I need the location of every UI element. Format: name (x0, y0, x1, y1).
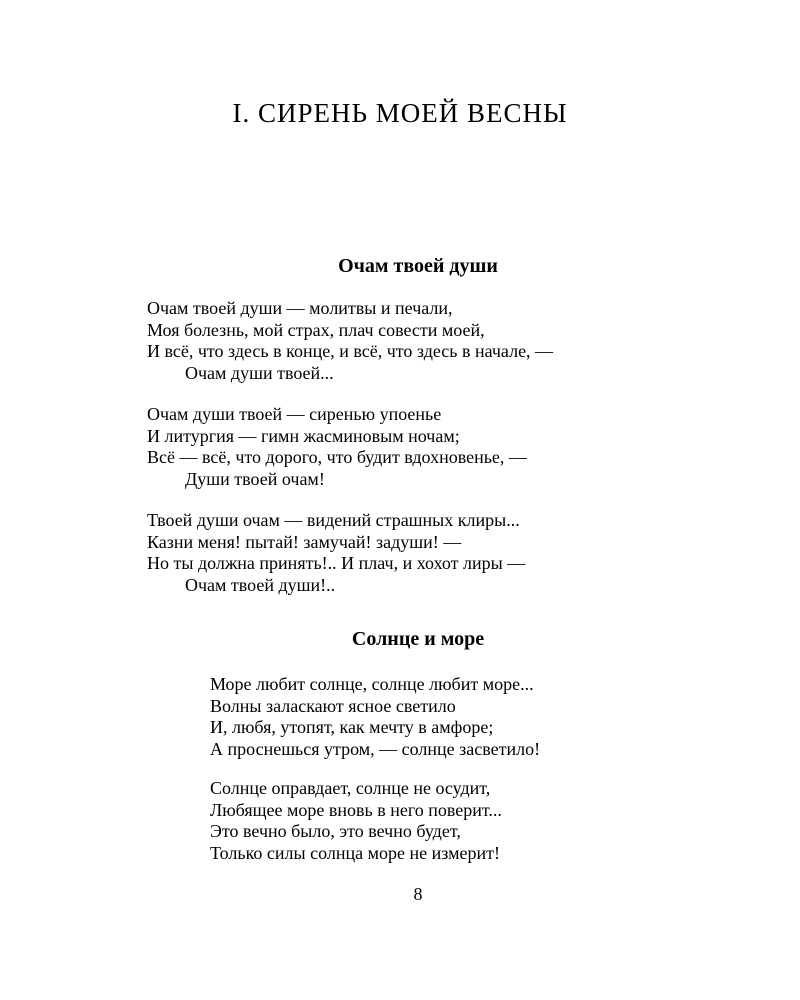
poem-line: Очам души твоей — сиренью упоенье (147, 404, 442, 424)
poem-line-refrain: Очам души твоей... (185, 362, 334, 383)
section-title: I. СИРЕНЬ МОЕЙ ВЕСНЫ (232, 98, 568, 128)
poem-title: Солнце и море (351, 628, 485, 650)
poem-line: И, любя, утопят, как мечту в амфоре; (210, 717, 494, 737)
poem-line: И всё, что здесь в конце, и всё, что здесь в начале, — (147, 341, 554, 361)
stanza (147, 404, 527, 490)
stanza (210, 778, 502, 864)
poem-line: Очам твоей души — молитвы и печали, (147, 298, 453, 318)
poem-line: Любящее море вновь в него поверит... (210, 799, 502, 820)
poem-line: Волны заласкают ясное светило (210, 695, 456, 716)
poem-line-refrain: Очам твоей души!.. (185, 574, 336, 595)
poem-line: Море любит солнце, солнце любит море... (210, 674, 534, 694)
poem-line-refrain: Души твоей очам! (185, 468, 325, 489)
poem-line: И литургия — гимн жасминовым ночам; (147, 425, 460, 446)
poem-line: Твоей души очам — видений страшных клиры... (147, 510, 520, 530)
poem-line: Но ты должна принять!.. И плач, и хохот лиры — (147, 553, 526, 573)
poem-line: Солнце оправдает, солнце не осудит, (210, 778, 491, 798)
poem-line: Казни меня! пытай! замучай! задуши! — (147, 531, 462, 552)
poem-title: Очам твоей души (338, 255, 498, 277)
page-number: 8 (413, 884, 423, 904)
stanza (147, 510, 525, 596)
poem-line: А проснешься утром, — солнце засветило! (210, 738, 541, 759)
poem-line: Только силы солнца море не измерит! (210, 842, 500, 863)
poem-line: Моя болезнь, мой страх, плач совести моей, (147, 319, 485, 340)
poem-line: Это вечно было, это вечно будет, (210, 821, 461, 841)
stanza (147, 298, 553, 384)
stanza (210, 674, 540, 760)
poem-line: Всё — всё, что дорого, что будит вдохновенье, — (147, 447, 527, 467)
